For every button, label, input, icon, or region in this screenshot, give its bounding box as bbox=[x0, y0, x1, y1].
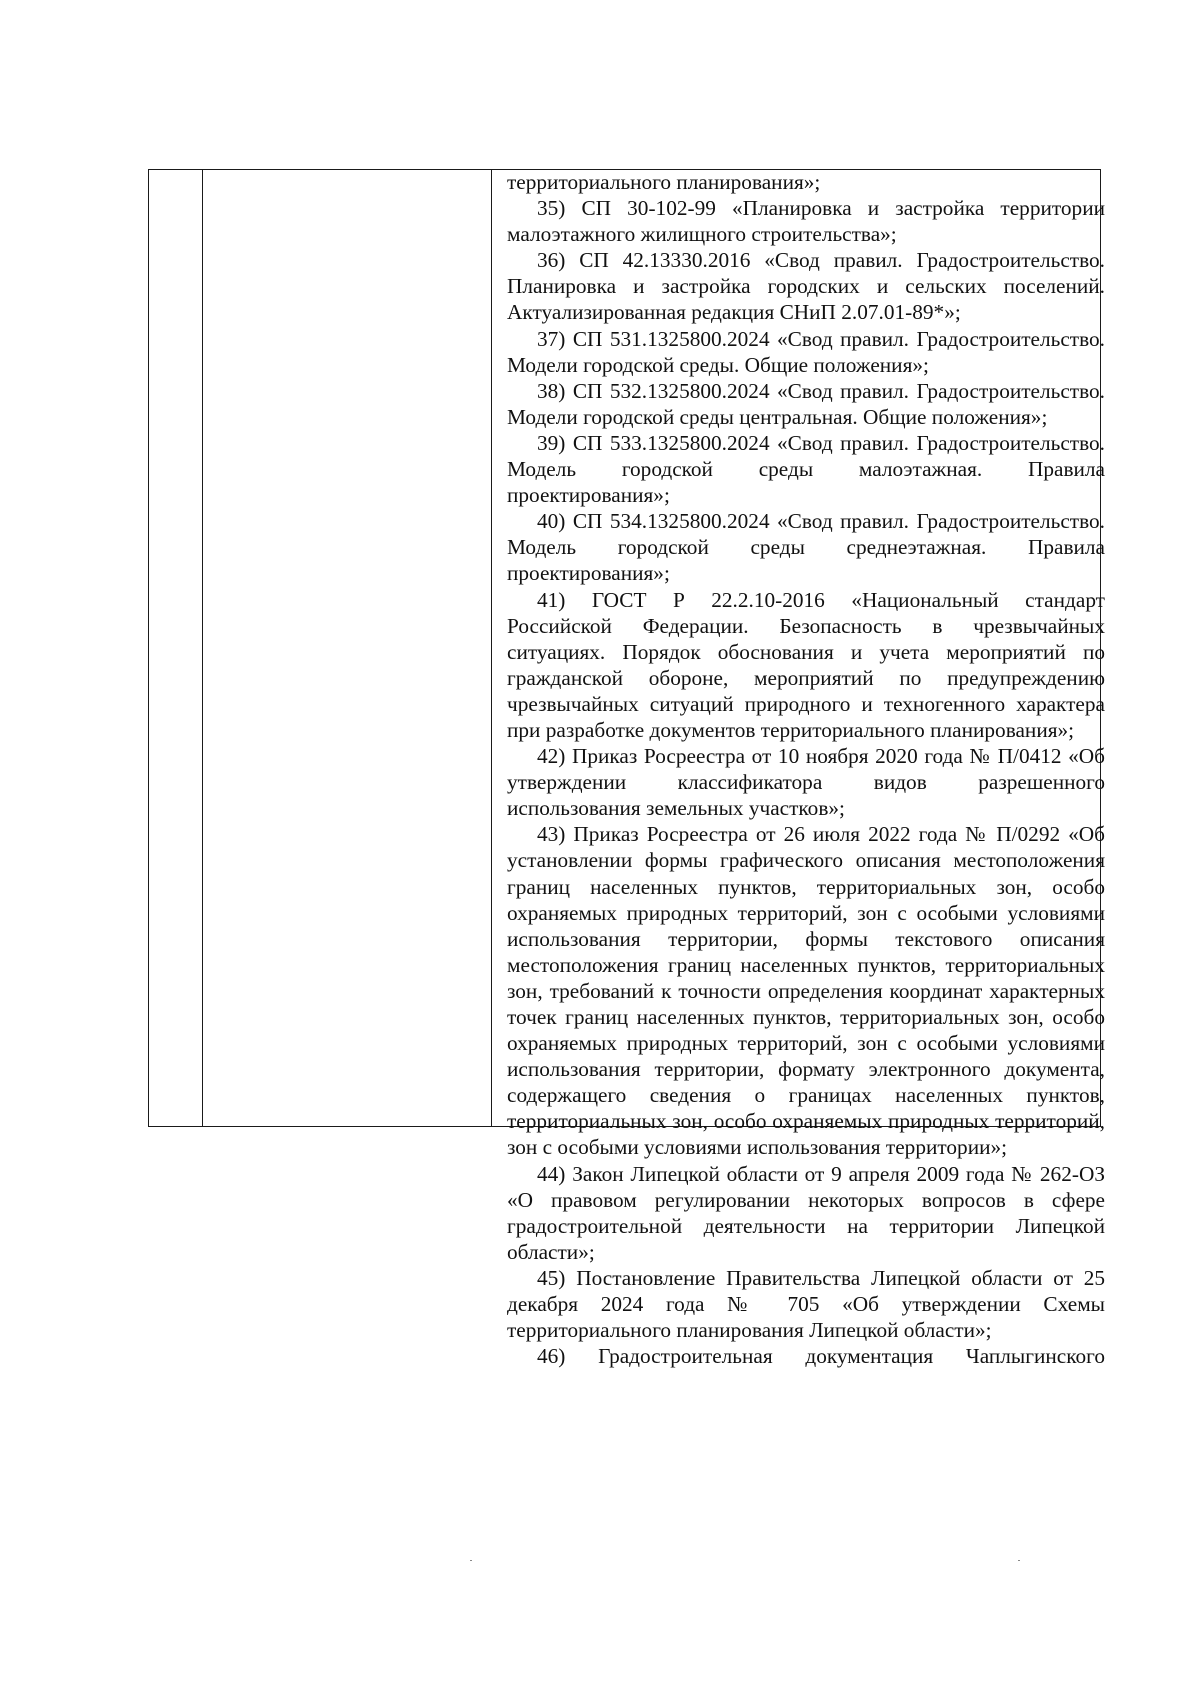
list-item-continuation: территориального планирования»; bbox=[507, 170, 821, 194]
scan-speck bbox=[470, 1560, 472, 1561]
list-item-46: 46) Градостроительная документация Чаплыгинского bbox=[537, 1344, 1105, 1369]
list-item-42: 42) Приказ Росреестра от 10 ноября 2020 года № П/0412 «Об утверждении классификатора видов разрешенного использования земельных участков»; bbox=[507, 744, 1105, 821]
scan-speck bbox=[1018, 1560, 1020, 1561]
list-item-39: 39) СП 533.1325800.2024 «Свод правил. Градостроительство. Модель городской среды малоэтажная. Правила проектирования»; bbox=[507, 430, 1105, 508]
table-column-divider bbox=[491, 170, 492, 1126]
list-item-43: 43) Приказ Росреестра от 26 июля 2022 года № П/0292 «Об установлении формы графического описания местоположения границ населенных пунктов, территориальных зон, особо охраняемых природных территорий, зон с особыми условиями использования территории, формы текстового описания местоположения границ населенных пунктов, территориальных зон, требований к точности определения координат характерных точек границ населенных пунктов, территориальных зон, особо охраняемых природных территорий, зон с особыми условиями использования территории, формату электронного документа, содержащего сведения о границах населенных пунктов, территориальных зон, особо охраняемых природных территорий, зон с особыми условиями использования территории»; bbox=[507, 822, 1105, 1160]
table-column-divider bbox=[202, 170, 203, 1126]
list-item-37: 37) СП 531.1325800.2024 «Свод правил. Градостроительство. Модели городской среды. Общие положения»; bbox=[507, 326, 1105, 377]
list-item-36: 36) СП 42.13330.2016 «Свод правил. Градостроительство. Планировка и застройка городских и сельских поселений. Актуализированная редакция СНиП 2.07.01-89*»; bbox=[507, 248, 1105, 325]
list-item-38: 38) СП 532.1325800.2024 «Свод правил. Градостроительство. Модели городской среды центральная. Общие положения»; bbox=[507, 378, 1105, 429]
list-item-44: 44) Закон Липецкой области от 9 апреля 2009 года № 262-ОЗ «О правовом регулировании некоторых вопросов в сфере градостроительной деятельности на территории Липецкой области»; bbox=[507, 1161, 1105, 1264]
list-item-40: 40) СП 534.1325800.2024 «Свод правил. Градостроительство. Модель городской среды среднеэтажная. Правила проектирования»; bbox=[507, 509, 1105, 586]
regulations-list-cell bbox=[507, 169, 1105, 1369]
list-item-45: 45) Постановление Правительства Липецкой области от 25 декабря 2024 года № 705 «Об утверждении Схемы территориального планирования Липецкой области»; bbox=[507, 1265, 1105, 1343]
list-item-41: 41) ГОСТ Р 22.2.10-2016 «Национальный стандарт Российской Федерации. Безопасность в чрезвычайных ситуациях. Порядок обоснования и учета мероприятий по гражданской обороне, мероприятий по предупреждению чрезвычайных ситуаций природного и техногенного характера при разработке документов территориального планирования»; bbox=[507, 587, 1105, 742]
list-item-35: 35) СП 30-102-99 «Планировка и застройка территории малоэтажного жилищного строительства»; bbox=[507, 196, 1105, 247]
